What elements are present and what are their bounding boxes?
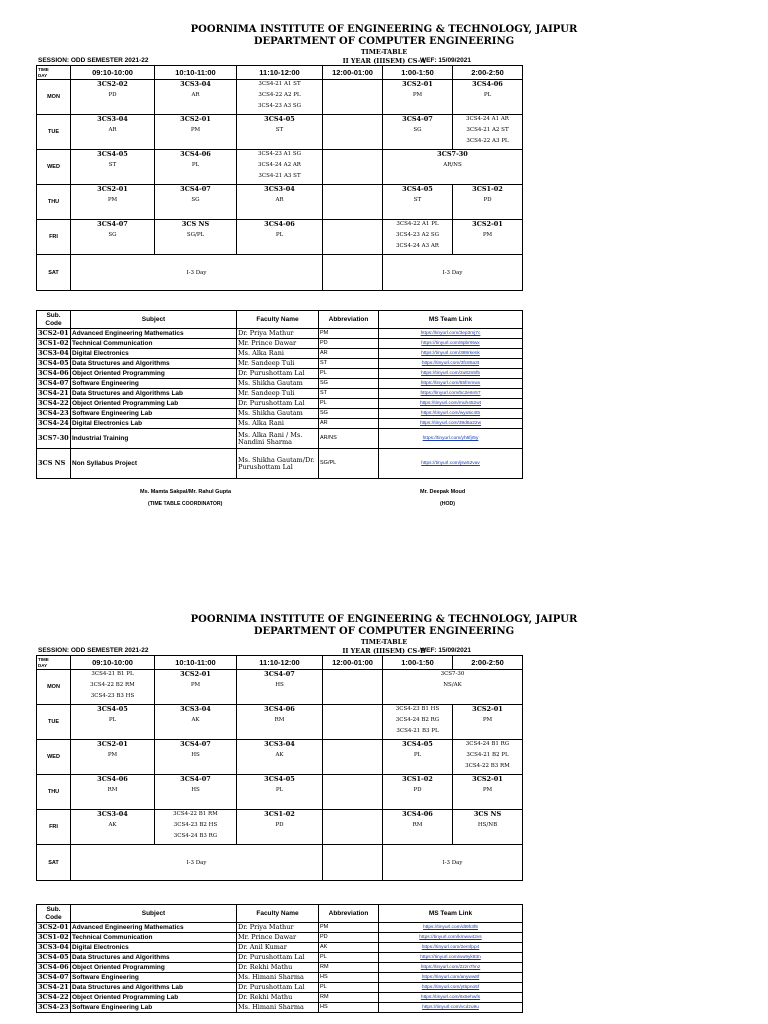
team-link[interactable]: https://tinyurl.com/dt9h3f6 bbox=[379, 923, 523, 933]
team-link[interactable]: https://tinyurl.com/2zzn7hnz bbox=[379, 963, 523, 973]
class-label: II YEAR (IIISEM) CS-A bbox=[342, 57, 426, 65]
subject-code: 3CS4-24 bbox=[38, 419, 69, 427]
slot-cell: 3CS4-05 ST bbox=[237, 115, 323, 150]
col-header-subject: Subject bbox=[71, 905, 237, 923]
merged-slot-cell: 3CS7-30 AR/NS bbox=[383, 150, 523, 185]
faculty-name: Ms. Shikha Gautam/Dr. Purushottam Lal bbox=[237, 449, 319, 479]
lunch-cell bbox=[323, 150, 383, 185]
day-row-mon bbox=[37, 670, 523, 705]
department-title: DEPARTMENT OF COMPUTER ENGINEERING bbox=[253, 36, 515, 47]
day-label: WED bbox=[37, 740, 71, 775]
day-row-thu bbox=[37, 775, 523, 810]
day-label: MON bbox=[37, 80, 71, 115]
lunch-cell bbox=[323, 80, 383, 115]
slot-cell: 3CS4-06 PL bbox=[155, 150, 237, 185]
slot-cell: 3CS4-07 SG bbox=[155, 185, 237, 220]
lab-slot-cell: 3CS4-24 A1 AR 3CS4-21 A2 ST 3CS4-22 A3 PL bbox=[453, 115, 523, 150]
faculty-name: Dr. Rekhi Mathu bbox=[237, 963, 319, 973]
time-slot-header: 11:10-12:00 bbox=[237, 66, 323, 80]
faculty-name: Dr. Priya Mathur bbox=[237, 329, 319, 339]
faculty-name: Ms. Shikha Gautam bbox=[237, 409, 319, 419]
team-link[interactable]: https://tinyurl.com/jsw52vav bbox=[379, 449, 523, 479]
class-label: II YEAR (IIISEM) CS-B bbox=[342, 647, 426, 655]
team-link[interactable]: https://tinyurl.com/2emfpp4 bbox=[379, 943, 523, 953]
subject-name: Digital Electronics bbox=[71, 349, 237, 359]
slot-cell: 3CS4-07 SG bbox=[71, 220, 155, 255]
slot-cell: 3CS4-06 RM bbox=[71, 775, 155, 810]
slot-cell: 3CS1-02 PD bbox=[237, 810, 323, 845]
subject-name: Object Oriented Programming Lab bbox=[71, 993, 237, 1003]
faculty-name: Dr. Anil Kumar bbox=[237, 943, 319, 953]
faculty-abbreviation: AR bbox=[319, 419, 379, 429]
header-row bbox=[37, 66, 523, 80]
slot-cell: 3CS3-04 AK bbox=[155, 705, 237, 740]
subject-row bbox=[37, 409, 523, 419]
time-slot-header: 2:00-2:50 bbox=[453, 656, 523, 670]
subject-code: 3CS2-01 bbox=[38, 329, 69, 337]
faculty-name: Ms. Alka Rani bbox=[237, 349, 319, 359]
team-link[interactable]: https://tinyurl.com/muh452wt bbox=[379, 399, 523, 409]
slot-cell: 3CS2-01 PM bbox=[71, 740, 155, 775]
faculty-abbreviation: PM bbox=[319, 923, 379, 933]
subject-code: 3CS4-23 bbox=[38, 1003, 69, 1011]
slot-cell: 3CS4-07 SG bbox=[383, 115, 453, 150]
day-label: FRI bbox=[37, 810, 71, 845]
timetable-label: TIME-TABLE bbox=[360, 48, 408, 56]
subject-row bbox=[37, 1003, 523, 1013]
subject-name: Advanced Engineering Mathematics bbox=[71, 923, 237, 933]
faculty-name: Ms. Himani Sharma bbox=[237, 1003, 319, 1013]
faculty-abbreviation: AR bbox=[319, 349, 379, 359]
slot-cell: 3CS NS HS/NB bbox=[453, 810, 523, 845]
subject-name: Data Structures and Algorithms Lab bbox=[71, 389, 237, 399]
col-header-link: MS Team Link bbox=[379, 905, 523, 923]
subject-row bbox=[37, 399, 523, 409]
time-slot-header: 12:00-01:00 bbox=[323, 66, 383, 80]
day-label: MON bbox=[37, 670, 71, 705]
day-row-tue bbox=[37, 115, 523, 150]
day-label: WED bbox=[37, 150, 71, 185]
lunch-cell bbox=[323, 255, 383, 291]
subject-name: Technical Communication bbox=[71, 933, 237, 943]
lunch-cell bbox=[323, 810, 383, 845]
subject-code: 3CS2-01 bbox=[38, 923, 69, 931]
day-label: SAT bbox=[37, 255, 71, 291]
merged-slot-cell: 3CS7-30 NS/AK bbox=[383, 670, 523, 705]
wef-label: WEF: 15/09/2021 bbox=[420, 647, 471, 654]
slot-cell: 3CS2-01 PM bbox=[155, 115, 237, 150]
subject-code: 3CS4-22 bbox=[38, 399, 69, 407]
subject-name: Advanced Engineering Mathematics bbox=[71, 329, 237, 339]
col-header-link: MS Team Link bbox=[379, 311, 523, 329]
slot-cell: 3CS2-02 PD bbox=[71, 80, 155, 115]
slot-cell: 3CS4-05 PL bbox=[383, 740, 453, 775]
faculty-name: Dr. Purushottam Lal bbox=[237, 953, 319, 963]
faculty-abbreviation: PL bbox=[319, 369, 379, 379]
slot-cell: 3CS4-06 RM bbox=[383, 810, 453, 845]
subject-name: Data Structures and Algorithms Lab bbox=[71, 983, 237, 993]
lab-slot-cell: 3CS4-22 B1 RM 3CS4-23 B2 HS 3CS4-24 B3 RG bbox=[155, 810, 237, 845]
day-label: TUE bbox=[37, 705, 71, 740]
subject-row bbox=[37, 953, 523, 963]
slot-cell: 3CS3-04 AR bbox=[155, 80, 237, 115]
time-slot-header: 09:10-10:00 bbox=[71, 66, 155, 80]
faculty-name: Mr. Sandeep Tuli bbox=[237, 359, 319, 369]
team-link[interactable]: https://tinyurl.com/5c2e6n57 bbox=[379, 389, 523, 399]
team-link[interactable]: https://tinyurl.com/yt5pno5f bbox=[379, 983, 523, 993]
day-label: TUE bbox=[37, 115, 71, 150]
timetable-grid bbox=[36, 655, 523, 881]
faculty-name: Ms. Alka Rani bbox=[237, 419, 319, 429]
team-link[interactable]: https://tinyurl.com/anyww8f bbox=[379, 973, 523, 983]
subject-code: 3CS1-02 bbox=[38, 933, 69, 941]
subject-code: 3CS4-05 bbox=[38, 359, 69, 367]
subject-name: Object Oriented Programming bbox=[71, 369, 237, 379]
col-header-code: Sub. Code bbox=[37, 905, 71, 923]
lunch-cell bbox=[323, 845, 383, 881]
faculty-abbreviation: ST bbox=[319, 359, 379, 369]
team-link[interactable]: https://tinyurl.com/yh6fjr5y bbox=[379, 429, 523, 449]
faculty-name: Dr. Rekhi Mathu bbox=[237, 993, 319, 1003]
time-slot-header: 12:00-01:00 bbox=[323, 656, 383, 670]
subject-name: Software Engineering bbox=[71, 379, 237, 389]
col-header-code: Sub. Code bbox=[37, 311, 71, 329]
subject-name: Software Engineering Lab bbox=[71, 1003, 237, 1013]
sat-morning-cell: I-3 Day bbox=[71, 845, 323, 881]
subject-code: 3CS4-06 bbox=[38, 369, 69, 377]
institute-title: POORNIMA INSTITUTE OF ENGINEERING & TECHNOLOGY, JAIPUR bbox=[190, 24, 578, 35]
subject-code: 3CS4-07 bbox=[38, 973, 69, 981]
subject-name: Object Oriented Programming Lab bbox=[71, 399, 237, 409]
lab-slot-cell: 3CS4-24 B1 RG 3CS4-21 B2 PL 3CS4-22 B3 RM bbox=[453, 740, 523, 775]
faculty-name: Dr. Purushottam Lal bbox=[237, 369, 319, 379]
team-link[interactable]: https://tinyurl.com/6x5ehwfs bbox=[379, 993, 523, 1003]
slot-cell: 3CS NS SG/PL bbox=[155, 220, 237, 255]
faculty-name: Ms. Himani Sharma bbox=[237, 973, 319, 983]
subject-code: 3CS NS bbox=[37, 449, 71, 479]
subject-row bbox=[37, 379, 523, 389]
faculty-name: Ms. Shikha Gautam bbox=[237, 379, 319, 389]
sat-morning-cell: I-3 Day bbox=[71, 255, 323, 291]
subject-name: Non Syllabus Project bbox=[71, 449, 237, 479]
coordinator-name: Ms. Mamta Sakpal/Mr. Rahul Gupta bbox=[140, 489, 232, 495]
time-slot-header: 1:00-1:50 bbox=[383, 656, 453, 670]
subject-code: 3CS7-30 bbox=[37, 429, 71, 449]
hod-role: (HOD) bbox=[440, 501, 455, 507]
team-link[interactable]: https://tinyurl.com/vcdzu9u bbox=[379, 1003, 523, 1013]
subject-code: 3CS4-06 bbox=[38, 963, 69, 971]
time-slot-header: 11:10-12:00 bbox=[237, 656, 323, 670]
subject-row bbox=[37, 429, 523, 449]
lunch-cell bbox=[323, 705, 383, 740]
subject-code: 3CS4-23 bbox=[38, 409, 69, 417]
faculty-abbreviation: PD bbox=[319, 339, 379, 349]
faculty-name: Dr. Purushottam Lal bbox=[237, 983, 319, 993]
lunch-cell bbox=[323, 185, 383, 220]
sat-afternoon-cell: I-3 Day bbox=[383, 845, 523, 881]
corner-cell: TIME DAY bbox=[37, 656, 71, 670]
subject-row bbox=[37, 933, 523, 943]
day-row-sat bbox=[37, 845, 523, 881]
subject-row bbox=[37, 943, 523, 953]
subject-row bbox=[37, 973, 523, 983]
team-link[interactable]: https://tinyurl.com/39d6a22w bbox=[379, 419, 523, 429]
faculty-abbreviation: PL bbox=[319, 953, 379, 963]
day-row-fri bbox=[37, 810, 523, 845]
subject-row bbox=[37, 923, 523, 933]
slot-cell: 3CS3-04 AR bbox=[237, 185, 323, 220]
subject-name: Object Oriented Programming bbox=[71, 963, 237, 973]
session-label: SESSION: ODD SEMESTER 2021-22 bbox=[38, 57, 149, 64]
subject-row bbox=[37, 359, 523, 369]
faculty-abbreviation: AR/NS bbox=[319, 429, 379, 449]
subject-row bbox=[37, 963, 523, 973]
team-link[interactable]: https://tinyurl.com/kmww42vs bbox=[379, 933, 523, 943]
subject-row bbox=[37, 993, 523, 1003]
faculty-abbreviation: ST bbox=[319, 389, 379, 399]
slot-cell: 3CS4-06 PL bbox=[453, 80, 523, 115]
faculty-abbreviation: PL bbox=[319, 399, 379, 409]
lunch-cell bbox=[323, 740, 383, 775]
subject-name: Digital Electronics Lab bbox=[71, 419, 237, 429]
subjects-table bbox=[36, 904, 523, 1013]
slot-cell: 3CS3-04 AR bbox=[71, 115, 155, 150]
faculty-name: Mr. Prince Dawar bbox=[237, 339, 319, 349]
subject-code: 3CS3-04 bbox=[38, 349, 69, 357]
subject-name: Technical Communication bbox=[71, 339, 237, 349]
time-slot-header: 10:10-11:00 bbox=[155, 656, 237, 670]
faculty-name: Ms. Alka Rani / Ms. Nandini Sharma bbox=[237, 429, 319, 449]
team-link[interactable]: https://tinyurl.com/wyu5c4t5 bbox=[379, 409, 523, 419]
timetable-grid bbox=[36, 65, 523, 291]
slot-cell: 3CS2-01 PM bbox=[453, 220, 523, 255]
slot-cell: 3CS1-02 PD bbox=[383, 775, 453, 810]
slot-cell: 3CS4-06 RM bbox=[237, 705, 323, 740]
day-row-tue bbox=[37, 705, 523, 740]
faculty-name: Mr. Prince Dawar bbox=[237, 933, 319, 943]
subject-name: Digital Electronics bbox=[71, 943, 237, 953]
day-label: SAT bbox=[37, 845, 71, 881]
subject-name: Data Structures and Algorithms bbox=[71, 359, 237, 369]
lunch-cell bbox=[323, 220, 383, 255]
slot-cell: 3CS4-07 HS bbox=[155, 740, 237, 775]
faculty-name: Mr. Sandeep Tuli bbox=[237, 389, 319, 399]
subjects-table bbox=[36, 310, 523, 479]
day-row-fri bbox=[37, 220, 523, 255]
day-label: THU bbox=[37, 775, 71, 810]
faculty-name: Dr. Priya Mathur bbox=[237, 923, 319, 933]
timetable-section-b bbox=[0, 590, 768, 1024]
timetable-label: TIME-TABLE bbox=[360, 638, 408, 646]
subject-code: 3CS3-04 bbox=[38, 943, 69, 951]
team-link[interactable]: https://tinyurl.com/388rkenk bbox=[379, 349, 523, 359]
team-link[interactable]: https://tinyurl.com/6pbr9twx bbox=[379, 339, 523, 349]
subject-row bbox=[37, 983, 523, 993]
day-row-wed bbox=[37, 150, 523, 185]
team-link[interactable]: https://tinyurl.com/3ep3mj7c bbox=[379, 329, 523, 339]
slot-cell: 3CS4-06 PL bbox=[237, 220, 323, 255]
subject-row bbox=[37, 449, 523, 479]
lab-slot-cell: 3CS4-21 A1 ST 3CS4-22 A2 PL 3CS4-23 A3 SG bbox=[237, 80, 323, 115]
col-header-subject: Subject bbox=[71, 311, 237, 329]
subject-code: 3CS4-05 bbox=[38, 953, 69, 961]
faculty-name: Dr. Purushottam Lal bbox=[237, 399, 319, 409]
faculty-abbreviation: AK bbox=[319, 943, 379, 953]
slot-cell: 3CS3-04 AK bbox=[71, 810, 155, 845]
team-link[interactable]: https://tinyurl.com/3fc85a3t bbox=[379, 359, 523, 369]
lab-slot-cell: 3CS4-22 A1 PL 3CS4-23 A2 SG 3CS4-24 A3 AR bbox=[383, 220, 453, 255]
faculty-abbreviation: PM bbox=[319, 329, 379, 339]
slot-cell: 3CS1-02 PD bbox=[453, 185, 523, 220]
subject-code: 3CS4-22 bbox=[38, 993, 69, 1001]
faculty-abbreviation: RM bbox=[319, 963, 379, 973]
faculty-abbreviation: SG bbox=[319, 379, 379, 389]
header-row bbox=[37, 656, 523, 670]
faculty-abbreviation: SG/PL bbox=[319, 449, 379, 479]
col-header-abbr: Abbreviation bbox=[319, 311, 379, 329]
slot-cell: 3CS4-05 ST bbox=[383, 185, 453, 220]
subject-row bbox=[37, 369, 523, 379]
subject-name: Software Engineering bbox=[71, 973, 237, 983]
day-label: THU bbox=[37, 185, 71, 220]
department-title: DEPARTMENT OF COMPUTER ENGINEERING bbox=[253, 626, 515, 637]
subject-code: 3CS1-02 bbox=[38, 339, 69, 347]
subject-code: 3CS4-21 bbox=[38, 983, 69, 991]
slot-cell: 3CS2-01 PM bbox=[155, 670, 237, 705]
lunch-cell bbox=[323, 670, 383, 705]
lunch-cell bbox=[323, 115, 383, 150]
faculty-abbreviation: PL bbox=[319, 983, 379, 993]
hod-name: Mr. Deepak Moud bbox=[420, 489, 466, 495]
subject-code: 3CS4-07 bbox=[38, 379, 69, 387]
day-row-sat bbox=[37, 255, 523, 291]
faculty-abbreviation: PD bbox=[319, 933, 379, 943]
faculty-abbreviation: HS bbox=[319, 1003, 379, 1013]
day-row-mon bbox=[37, 80, 523, 115]
slot-cell: 3CS4-07 HS bbox=[155, 775, 237, 810]
subject-code: 3CS4-21 bbox=[38, 389, 69, 397]
lunch-cell bbox=[323, 775, 383, 810]
team-link[interactable]: https://tinyurl.com/55fmmwx bbox=[379, 379, 523, 389]
faculty-abbreviation: HS bbox=[319, 973, 379, 983]
subject-row bbox=[37, 419, 523, 429]
col-header-abbr: Abbreviation bbox=[319, 905, 379, 923]
wef-label: WEF: 15/09/2021 bbox=[420, 57, 471, 64]
slot-cell: 3CS4-05 PL bbox=[237, 775, 323, 810]
col-header-faculty: Faculty Name bbox=[237, 905, 319, 923]
lab-slot-cell: 3CS4-23 A1 SG 3CS4-24 A2 AR 3CS4-21 A3 ST bbox=[237, 150, 323, 185]
slot-cell: 3CS2-01 PM bbox=[453, 775, 523, 810]
subject-row bbox=[37, 389, 523, 399]
team-link[interactable]: https://tinyurl.com/2u82n5f5 bbox=[379, 369, 523, 379]
faculty-abbreviation: RM bbox=[319, 993, 379, 1003]
slot-cell: 3CS2-01 PM bbox=[383, 80, 453, 115]
slot-cell: 3CS2-01 PM bbox=[453, 705, 523, 740]
day-label: FRI bbox=[37, 220, 71, 255]
institute-title: POORNIMA INSTITUTE OF ENGINEERING & TECHNOLOGY, JAIPUR bbox=[190, 614, 578, 625]
day-row-wed bbox=[37, 740, 523, 775]
subjects-header-row bbox=[37, 311, 523, 329]
slot-cell: 3CS2-01 PM bbox=[71, 185, 155, 220]
subject-name: Industrial Training bbox=[71, 429, 237, 449]
slot-cell: 3CS4-05 PL bbox=[71, 705, 155, 740]
subjects-header-row bbox=[37, 905, 523, 923]
subject-row bbox=[37, 349, 523, 359]
team-link[interactable]: https://tinyurl.com/wu9yk93n bbox=[379, 953, 523, 963]
slot-cell: 3CS3-04 AK bbox=[237, 740, 323, 775]
corner-cell: TIME DAY bbox=[37, 66, 71, 80]
day-row-thu bbox=[37, 185, 523, 220]
time-slot-header: 10:10-11:00 bbox=[155, 66, 237, 80]
lab-slot-cell: 3CS4-23 B1 HS 3CS4-24 B2 RG 3CS4-21 B3 PL bbox=[383, 705, 453, 740]
subject-row bbox=[37, 329, 523, 339]
subject-name: Data Structures and Algorithms bbox=[71, 953, 237, 963]
time-slot-header: 09:10-10:00 bbox=[71, 656, 155, 670]
lab-slot-cell: 3CS4-21 B1 PL 3CS4-22 B2 RM 3CS4-23 B3 HS bbox=[71, 670, 155, 705]
sat-afternoon-cell: I-3 Day bbox=[383, 255, 523, 291]
slot-cell: 3CS4-07 HS bbox=[237, 670, 323, 705]
time-slot-header: 1:00-1:50 bbox=[383, 66, 453, 80]
session-label: SESSION: ODD SEMESTER 2021-22 bbox=[38, 647, 149, 654]
col-header-faculty: Faculty Name bbox=[237, 311, 319, 329]
subject-row bbox=[37, 339, 523, 349]
faculty-abbreviation: SG bbox=[319, 409, 379, 419]
coordinator-role: (TIME TABLE COORDINATOR) bbox=[148, 501, 223, 507]
time-slot-header: 2:00-2:50 bbox=[453, 66, 523, 80]
slot-cell: 3CS4-05 ST bbox=[71, 150, 155, 185]
subject-name: Software Engineering Lab bbox=[71, 409, 237, 419]
